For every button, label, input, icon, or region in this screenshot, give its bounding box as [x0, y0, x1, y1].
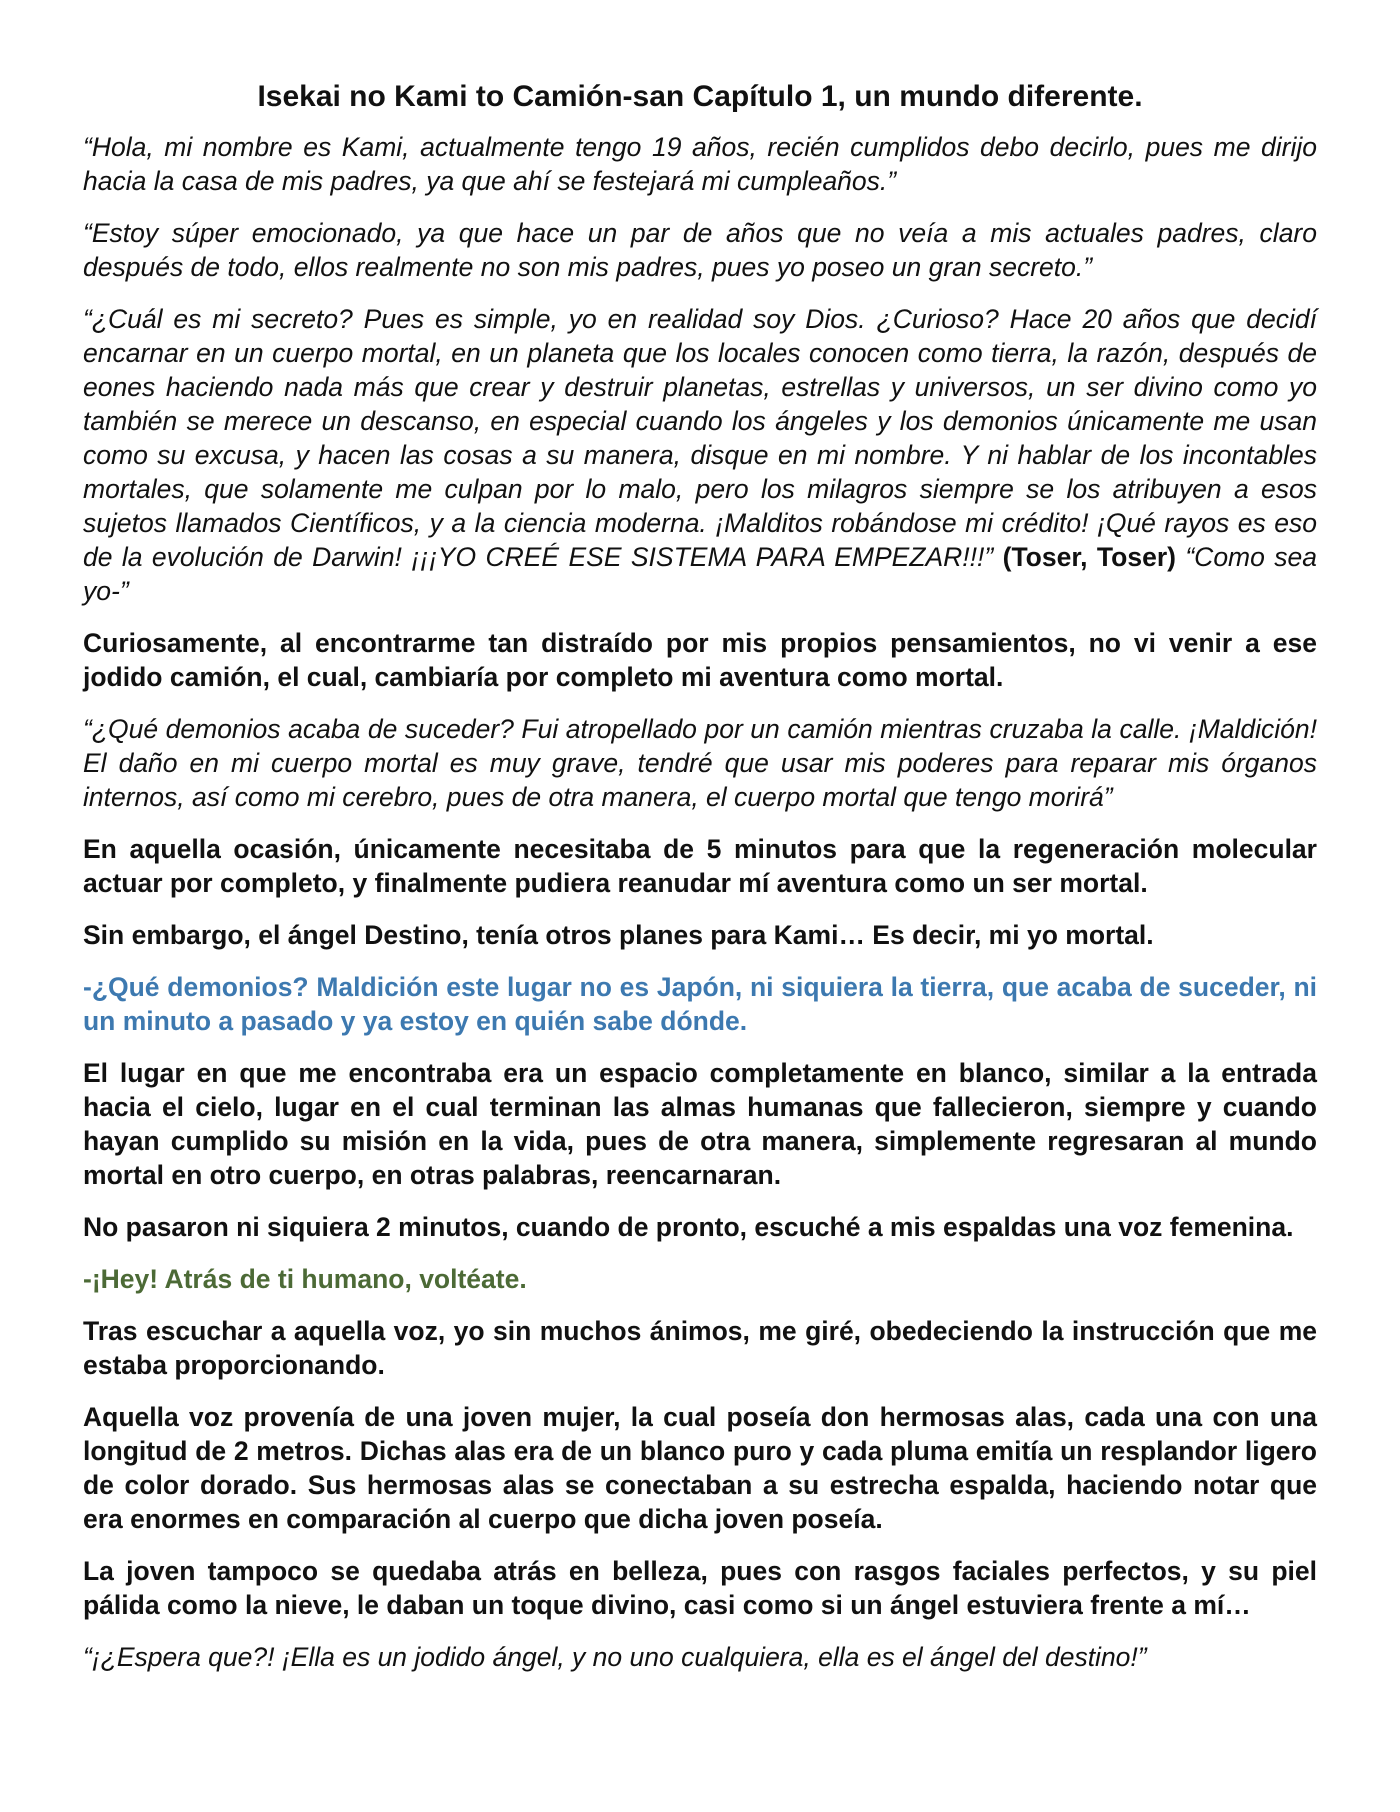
chapter-title: Isekai no Kami to Camión-san Capítulo 1, un mundo diferente.: [257, 80, 1143, 113]
dialogue-kami: -¿Qué demonios? Maldición este lugar no es Japón, ni siquiera la tierra, que acaba de suceder, ni un minuto a pasado y ya estoy en quién sabe dónde.: [83, 972, 1317, 1036]
paragraph-15: “¡¿Espera que?! ¡Ella es un jodido ángel, y no uno cualquiera, ella es el ángel del destino!”: [83, 1642, 1147, 1672]
paragraph-1: “Hola, mi nombre es Kami, actualmente tengo 19 años, recién cumplidos debo decirlo, pues me dirijo hacia la casa de mis padres, ya que ahí se festejará mi cumpleaños.”: [83, 132, 1317, 196]
paragraph-10: No pasaron ni siquiera 2 minutos, cuando de pronto, escuché a mis espaldas una voz femenina.: [83, 1212, 1294, 1242]
paragraph-14: La joven tampoco se quedaba atrás en belleza, pues con rasgos faciales perfectos, y su piel pálida como la nieve, le daban un toque divino, casi como si un ángel estuviera frente a mí…: [83, 1556, 1317, 1620]
paragraph-4: Curiosamente, al encontrarme tan distraído por mis propios pensamientos, no vi venir a ese jodido camión, el cual, cambiaría por completo mi aventura como mortal.: [83, 628, 1317, 692]
paragraph-9: El lugar en que me encontraba era un espacio completamente en blanco, similar a la entrada hacia el cielo, lugar en el cual terminan las almas humanas que fallecieron, siempre y cuando hayan cumplido su misión en la vida, pues de otra manera, simplemente regresaran al mundo mortal en otro cuerpo, en otras palabras, reencarnaran.: [83, 1058, 1317, 1190]
paragraph-2: “Estoy súper emocionado, ya que hace un par de años que no veía a mis actuales padres, claro después de todo, ellos realmente no son mis padres, pues yo poseo un gran secreto.”: [83, 218, 1317, 282]
paragraph-6: En aquella ocasión, únicamente necesitaba de 5 minutos para que la regeneración molecular actuar por completo, y finalmente pudiera reanudar mí aventura como un ser mortal.: [83, 834, 1317, 898]
dialogue-angel: -¡Hey! Atrás de ti humano, voltéate.: [83, 1264, 527, 1294]
paragraph-3-tail: “Como sea yo-”: [83, 542, 1317, 606]
paragraph-13: Aquella voz provenía de una joven mujer, la cual poseía don hermosas alas, cada una con una longitud de 2 metros. Dichas alas era de un blanco puro y cada pluma emitía un resplandor ligero de color dorado. Sus hermosas alas se conectaban a su estrecha espalda, haciendo notar que era enormes en comparación al cuerpo que dicha joven poseía.: [83, 1402, 1317, 1534]
paragraph-3-cough: (Toser, Toser): [1002, 542, 1176, 572]
paragraph-12: Tras escuchar a aquella voz, yo sin muchos ánimos, me giré, obedeciendo la instrucción que me estaba proporcionando.: [83, 1316, 1317, 1380]
paragraph-3: [83, 302, 1317, 608]
paragraph-5: “¿Qué demonios acaba de suceder? Fui atropellado por un camión mientras cruzaba la calle. ¡Maldición! El daño en mi cuerpo mortal es muy grave, tendré que usar mis poderes para reparar mis órganos internos, así como mi cerebro, pues de otra manera, el cuerpo mortal que tengo morirá”: [83, 714, 1317, 812]
paragraph-7: Sin embargo, el ángel Destino, tenía otros planes para Kami… Es decir, mi yo mortal.: [83, 920, 1154, 950]
paragraph-3-text: “¿Cuál es mi secreto? Pues es simple, yo en realidad soy Dios. ¿Curioso? Hace 20 años que decidí encarnar en un cuerpo mortal, en un planeta que los locales conocen como tierra, la razón, después de eones haciendo nada más que crear y destruir planetas, estrellas y universos, un ser divino como yo también se merece un descanso, en especial cuando los ángeles y los demonios únicamente me usan como su excusa, y hacen las cosas a su manera, disque en mi nombre. Y ni hablar de los incontables mortales, que solamente me culpan por lo malo, pero los milagros siempre se los atribuyen a esos sujetos llamados Científicos, y a la ciencia moderna. ¡Malditos robándose mi crédito! ¡Qué rayos es eso de la evolución de Darwin! ¡¡¡YO CREÉ ESE SISTEMA PARA EMPEZAR!!!”: [83, 304, 1317, 572]
document-page: [83, 78, 1317, 1692]
